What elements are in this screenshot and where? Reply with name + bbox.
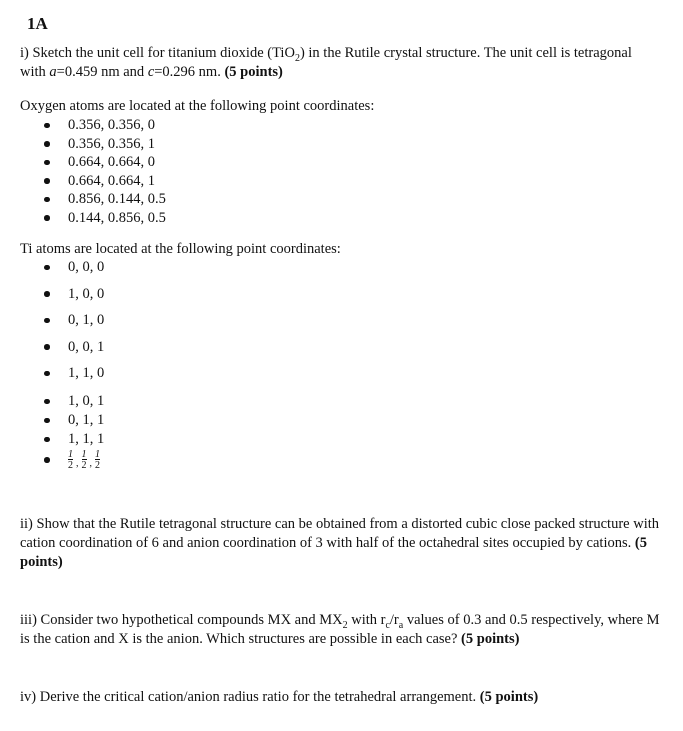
fraction-z: $\frac{1}{2}$: [95, 449, 100, 471]
coordinate-item: 0.356, 0.356, 0: [44, 116, 166, 135]
part-iv-prompt: [20, 688, 660, 707]
coordinate-item: 0.664, 0.664, 0: [44, 153, 166, 172]
ra-subscript: a: [398, 619, 404, 631]
lattice-a-value: =0.459 nm and: [56, 64, 148, 80]
separator: ,: [76, 457, 79, 469]
rc-subscript: c: [385, 619, 390, 631]
part-iv-points: (5 points): [479, 689, 539, 705]
part-iii-text-b: with r: [347, 612, 386, 628]
bullet: [44, 457, 50, 463]
coordinate-item: 0, 0, 0: [44, 258, 104, 285]
lattice-c-value: =0.296 nm.: [154, 64, 225, 80]
part-i-points: (5 points): [224, 64, 283, 80]
lattice-c-symbol: c: [147, 64, 155, 80]
coordinate-item: 1, 0, 0: [44, 285, 104, 312]
part-iii-points: (5 points): [461, 631, 520, 647]
part-iv-text: iv) Derive the critical cation/anion radius ratio for the tetrahedral arrangement.: [20, 689, 480, 705]
oxygen-coordinate-list: [44, 116, 166, 228]
ratio-slash: /r: [389, 612, 399, 628]
mx2-subscript: 2: [342, 619, 348, 631]
fraction-y: $\frac{1}{2}$: [81, 449, 87, 471]
part-i-line-1: [20, 44, 660, 63]
part-i-line-2: [20, 63, 660, 82]
coordinate-item: 0.664, 0.664, 1: [44, 172, 166, 191]
titanium-coordinate-list: [44, 258, 104, 391]
lattice-a-symbol: a: [49, 64, 57, 80]
tio2-subscript: 2: [294, 52, 300, 64]
part-i-text-with: with: [20, 64, 50, 80]
part-ii-text: ii) Show that the Rutile tetragonal structure can be obtained from a distorted cubic close packed structure with cation coordination of 6 and anion coordination of 3 with half of the octahedral sites occupied by cations.: [20, 516, 660, 551]
part-i-text-b: ) in the Rutile crystal structure. The unit cell is tetragonal: [299, 45, 632, 61]
part-i-prompt: [20, 44, 660, 82]
coordinate-item: 1, 1, 1: [44, 430, 104, 449]
part-ii-prompt: [20, 515, 660, 572]
coordinate-item: 0.856, 0.144, 0.5: [44, 190, 166, 209]
part-ii-points: (5 points): [20, 535, 647, 570]
coordinate-item: 1, 0, 1: [44, 392, 104, 411]
part-iii-text-a: iii) Consider two hypothetical compounds MX and MX: [20, 612, 343, 628]
oxygen-intro: Oxygen atoms are located at the following point coordinates:: [20, 98, 375, 114]
titanium-coordinate-list-continued: [44, 392, 104, 449]
body-center-coordinate: [68, 450, 100, 470]
coordinate-item: 0.144, 0.856, 0.5: [44, 209, 166, 228]
fraction-x: $\frac{1}{2}$: [68, 449, 73, 471]
titanium-intro: Ti atoms are located at the following point coordinates:: [20, 241, 341, 257]
coordinate-item: 0, 1, 1: [44, 411, 104, 430]
coordinate-item: 0.356, 0.356, 1: [44, 135, 166, 154]
separator: ,: [89, 457, 92, 469]
coordinate-item: 1, 1, 0: [44, 364, 104, 391]
part-i-text-a: i) Sketch the unit cell for titanium dioxide (TiO: [20, 45, 295, 61]
coordinate-item: 0, 0, 1: [44, 338, 104, 365]
coordinate-item: 0, 1, 0: [44, 311, 104, 338]
part-iii-text-c: values of 0.3 and 0.5 respectively, where M is the cation and X is the anion. Which structures are possible in each case?: [20, 612, 660, 647]
part-iii-prompt: [20, 611, 660, 649]
question-heading: 1A: [27, 14, 48, 33]
